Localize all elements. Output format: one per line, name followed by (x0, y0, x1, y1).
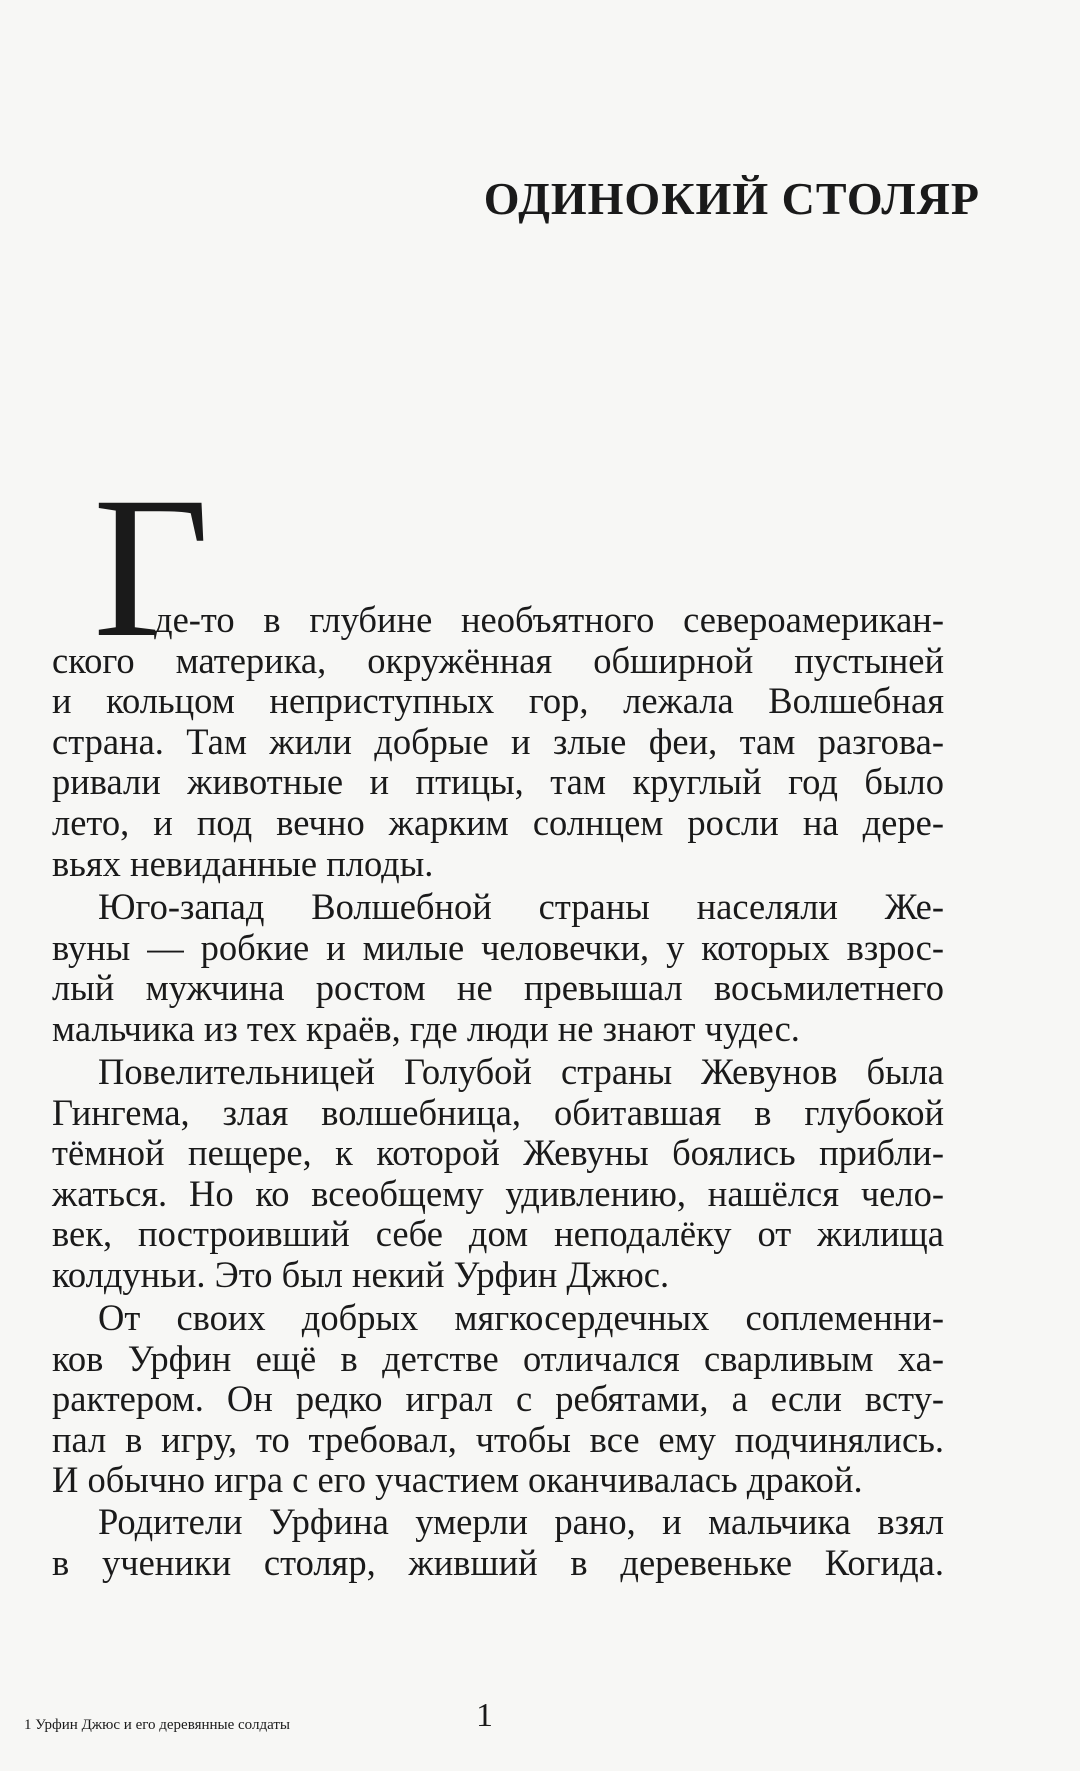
text-line: в ученики столяр, живший в деревеньке Когида. (52, 1541, 944, 1583)
paragraph-3 (52, 1052, 944, 1296)
text-line: мальчика из тех краёв, где люди не знают чудес. (52, 1007, 800, 1049)
text-line: вьях невиданные плоды. (52, 842, 434, 884)
text-line: рактером. Он редко играл с ребятами, а если всту- (52, 1378, 944, 1420)
text-line: век, построивший себе дом неподалёку от жилища (52, 1213, 944, 1255)
paragraph-2 (52, 887, 944, 1049)
text-line: колдуньи. Это был некий Урфин Джюс. (52, 1253, 670, 1295)
text-line: ривали животные и птицы, там круглый год было (52, 761, 944, 803)
drop-cap: Г (93, 455, 210, 679)
text-line: жаться. Но ко всеобщему удивлению, нашёлся чело- (52, 1172, 944, 1214)
text-line: ского материка, окружённая обширной пустыней (52, 639, 944, 681)
paragraph-4 (52, 1298, 944, 1501)
text-line: де-то в глубине необъятного североамерикан- (154, 599, 944, 640)
page-number: 1 (476, 1697, 493, 1734)
chapter-title: ОДИНОКИЙ СТОЛЯР (483, 173, 980, 224)
text-line: ков Урфин ещё в детстве отличался сварливым ха- (52, 1337, 944, 1379)
running-title: 1 Урфин Джюс и его деревянные солдаты (24, 1717, 291, 1733)
paragraph-1 (52, 600, 944, 884)
text-line: и кольцом неприступных гор, лежала Волшебная (52, 680, 944, 722)
text-line: Гингема, злая волшебница, обитавшая в глубокой (52, 1091, 944, 1133)
paragraph-5 (52, 1502, 944, 1583)
text-line: вуны — робкие и милые человечки, у которых взрос- (52, 926, 944, 968)
text-line: тёмной пещере, к которой Жевуны боялись прибли- (52, 1132, 944, 1174)
text-line: Повелительницей Голубой страны Жевунов была (98, 1051, 944, 1092)
text-line: И обычно игра с его участием оканчивалась дракой. (52, 1459, 863, 1501)
text-line: страна. Там жили добрые и злые феи, там разгова- (52, 720, 944, 762)
text-line: От своих добрых мягкосердечных соплеменни- (98, 1297, 944, 1338)
text-line: лето, и под вечно жарким солнцем росли на дере- (52, 801, 944, 843)
text-line: Родители Урфина умерли рано, и мальчика взял (98, 1501, 944, 1542)
text-line: пал в игру, то требовал, чтобы все ему подчинялись. (52, 1418, 944, 1460)
text-line: лый мужчина ростом не превышал восьмилетнего (52, 967, 944, 1009)
text-line: Юго-запад Волшебной страны населяли Же- (98, 886, 944, 927)
